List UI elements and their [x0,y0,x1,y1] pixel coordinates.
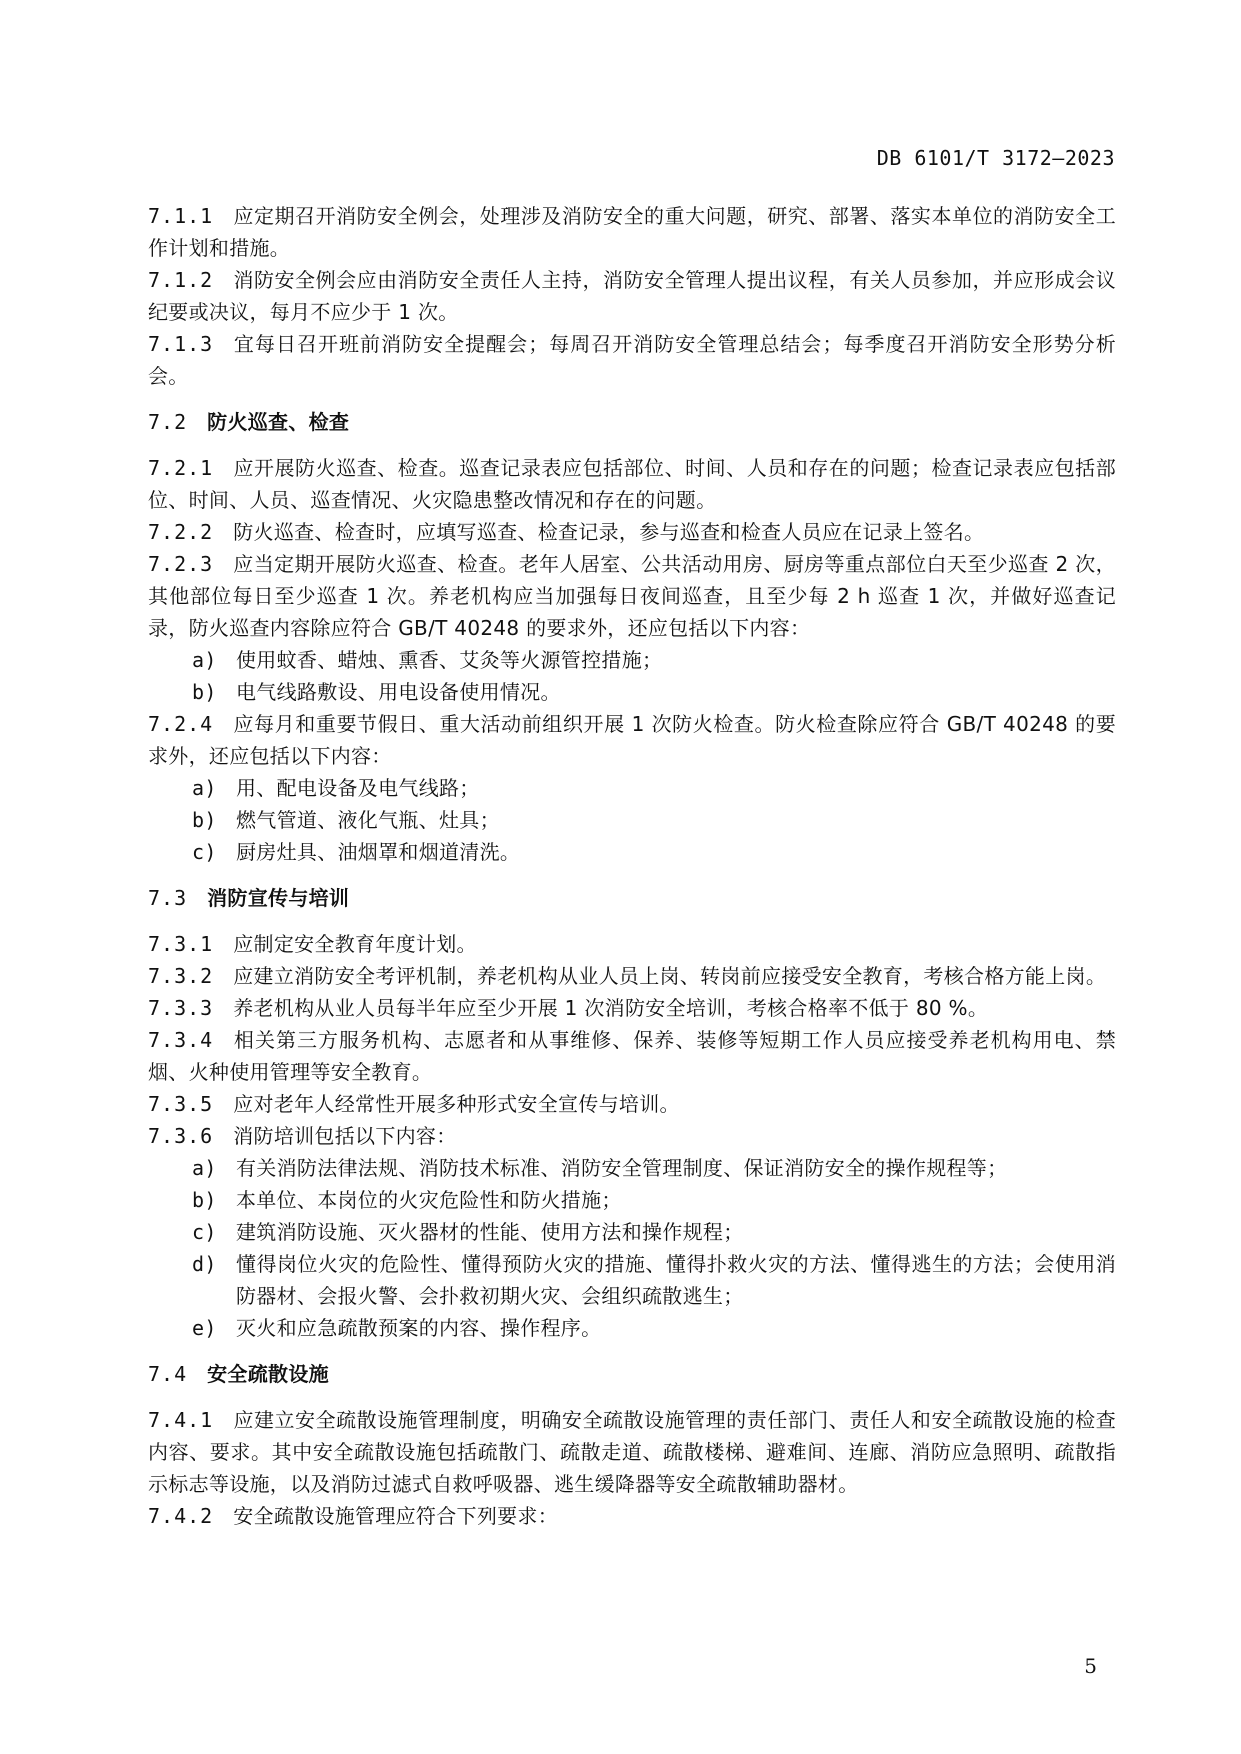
list-item-text: 电气线路敷设、用电设备使用情况。 [236,680,561,704]
list-item [148,676,1116,708]
clause-7-4-2 [148,1500,1116,1532]
section-title: 消防宣传与培训 [207,886,350,910]
section-heading-7-3 [148,882,1116,914]
clause-number: 7.2.2 [148,520,214,544]
list-item-label: b) [192,680,217,704]
clause-7-2-4 [148,708,1116,772]
clause-number: 7.3.2 [148,964,214,988]
clause-text: 养老机构从业人员每半年应至少开展 1 次消防安全培训，考核合格率不低于 80 %。 [233,996,989,1020]
clause-text: 应对老年人经常性开展多种形式安全宣传与培训。 [233,1092,680,1116]
section-number: 7.2 [148,410,188,434]
clause-number: 7.1.2 [148,268,214,292]
clause-number: 7.3.5 [148,1092,214,1116]
clause-text: 应建立消防安全考评机制，养老机构从业人员上岗、转岗前应接受安全教育，考核合格方能上岗。 [233,964,1107,988]
list-item-label: a) [192,1156,217,1180]
clause-7-3-3 [148,992,1116,1024]
list-item-text: 本单位、本岗位的火灾危险性和防火措施； [236,1188,622,1212]
list-item-text: 懂得岗位火灾的危险性、懂得预防火灾的措施、懂得扑救火灾的方法、懂得逃生的方法；会使用消防器材、会报火警、会扑救初期火灾、会组织疏散逃生； [236,1252,1116,1308]
list-item-label: a) [192,776,217,800]
clause-7-3-5 [148,1088,1116,1120]
clause-7-3-6 [148,1120,1116,1152]
clause-text: 应定期召开消防安全例会，处理涉及消防安全的重大问题，研究、部署、落实本单位的消防安全工作计划和措施。 [148,204,1116,260]
section-title: 防火巡查、检查 [207,410,350,434]
clause-number: 7.1.1 [148,204,214,228]
list-item [148,1216,1116,1248]
list-item-text: 建筑消防设施、灭火器材的性能、使用方法和操作规程； [236,1220,744,1244]
clause-text: 相关第三方服务机构、志愿者和从事维修、保养、装修等短期工作人员应接受养老机构用电、禁烟、火种使用管理等安全教育。 [148,1028,1116,1084]
list-item-label: b) [192,808,217,832]
list-item [148,1312,1116,1344]
list-item-label: d) [192,1252,217,1276]
section-title: 安全疏散设施 [207,1362,329,1386]
clause-text: 应开展防火巡查、检查。巡查记录表应包括部位、时间、人员和存在的问题；检查记录表应包括部位、时间、人员、巡查情况、火灾隐患整改情况和存在的问题。 [148,456,1116,512]
list-item [148,1248,1116,1312]
page-number: 5 [1084,1654,1097,1678]
section-heading-7-2 [148,406,1116,438]
clause-7-4-1 [148,1404,1116,1500]
clause-number: 7.3.1 [148,932,214,956]
clause-7-1-2 [148,264,1116,328]
clause-number: 7.1.3 [148,332,214,356]
list-item-label: c) [192,840,217,864]
clause-text: 应建立安全疏散设施管理制度，明确安全疏散设施管理的责任部门、责任人和安全疏散设施的检查内容、要求。其中安全疏散设施包括疏散门、疏散走道、疏散楼梯、避难间、连廊、消防应急照明、疏散指示标志等设施，以及消防过滤式自救呼吸器、逃生缓降器等安全疏散辅助器材。 [148,1408,1116,1496]
clause-7-3-2 [148,960,1116,992]
clause-7-2-3 [148,548,1116,644]
clause-number: 7.2.3 [148,552,214,576]
list-item-text: 厨房灶具、油烟罩和烟道清洗。 [236,840,521,864]
clause-7-2-1 [148,452,1116,516]
clause-text: 消防安全例会应由消防安全责任人主持，消防安全管理人提出议程，有关人员参加，并应形成会议纪要或决议，每月不应少于 1 次。 [148,268,1116,324]
clause-number: 7.4.1 [148,1408,214,1432]
document-code-header: DB 6101/T 3172—2023 [876,146,1115,170]
list-item-text: 燃气管道、液化气瓶、灶具； [236,808,500,832]
clause-text: 应当定期开展防火巡查、检查。老年人居室、公共活动用房、厨房等重点部位白天至少巡查 2 次，其他部位每日至少巡查 1 次。养老机构应当加强每日夜间巡查，且至少每 2 h 巡查 1 次，并做好巡查记录，防火巡查内容除应符合 GB/T 40248 的要求外，还应包括以下内容： [148,552,1116,640]
clause-7-2-2 [148,516,1116,548]
document-body [148,200,1116,1532]
clause-text: 应每月和重要节假日、重大活动前组织开展 1 次防火检查。防火检查除应符合 GB/T 40248 的要求外，还应包括以下内容： [148,712,1116,768]
list-item [148,772,1116,804]
clause-7-1-3 [148,328,1116,392]
list-item [148,1184,1116,1216]
list-item [148,1152,1116,1184]
section-number: 7.4 [148,1362,188,1386]
section-heading-7-4 [148,1358,1116,1390]
list-item-text: 有关消防法律法规、消防技术标准、消防安全管理制度、保证消防安全的操作规程等； [236,1156,1008,1180]
clause-number: 7.3.4 [148,1028,214,1052]
list-item-label: b) [192,1188,217,1212]
section-number: 7.3 [148,886,188,910]
clause-number: 7.3.6 [148,1124,214,1148]
clause-text: 安全疏散设施管理应符合下列要求： [233,1504,559,1528]
list-item-label: c) [192,1220,217,1244]
clause-7-1-1 [148,200,1116,264]
clause-number: 7.3.3 [148,996,214,1020]
clause-text: 宜每日召开班前消防安全提醒会；每周召开消防安全管理总结会；每季度召开消防安全形势分析会。 [148,332,1116,388]
list-item-label: e) [192,1316,217,1340]
list-item [148,804,1116,836]
list-item-text: 使用蚊香、蜡烛、熏香、艾灸等火源管控措施； [236,648,663,672]
clause-7-3-4 [148,1024,1116,1088]
list-item-text: 灭火和应急疏散预案的内容、操作程序。 [236,1316,602,1340]
clause-text: 消防培训包括以下内容： [233,1124,457,1148]
clause-number: 7.2.4 [148,712,214,736]
list-item [148,644,1116,676]
list-item-label: a) [192,648,217,672]
list-item-text: 用、配电设备及电气线路； [236,776,480,800]
list-item [148,836,1116,868]
clause-number: 7.4.2 [148,1504,214,1528]
clause-text: 防火巡查、检查时，应填写巡查、检查记录，参与巡查和检查人员应在记录上签名。 [233,520,985,544]
clause-7-3-1 [148,928,1116,960]
clause-text: 应制定安全教育年度计划。 [233,932,477,956]
clause-number: 7.2.1 [148,456,214,480]
